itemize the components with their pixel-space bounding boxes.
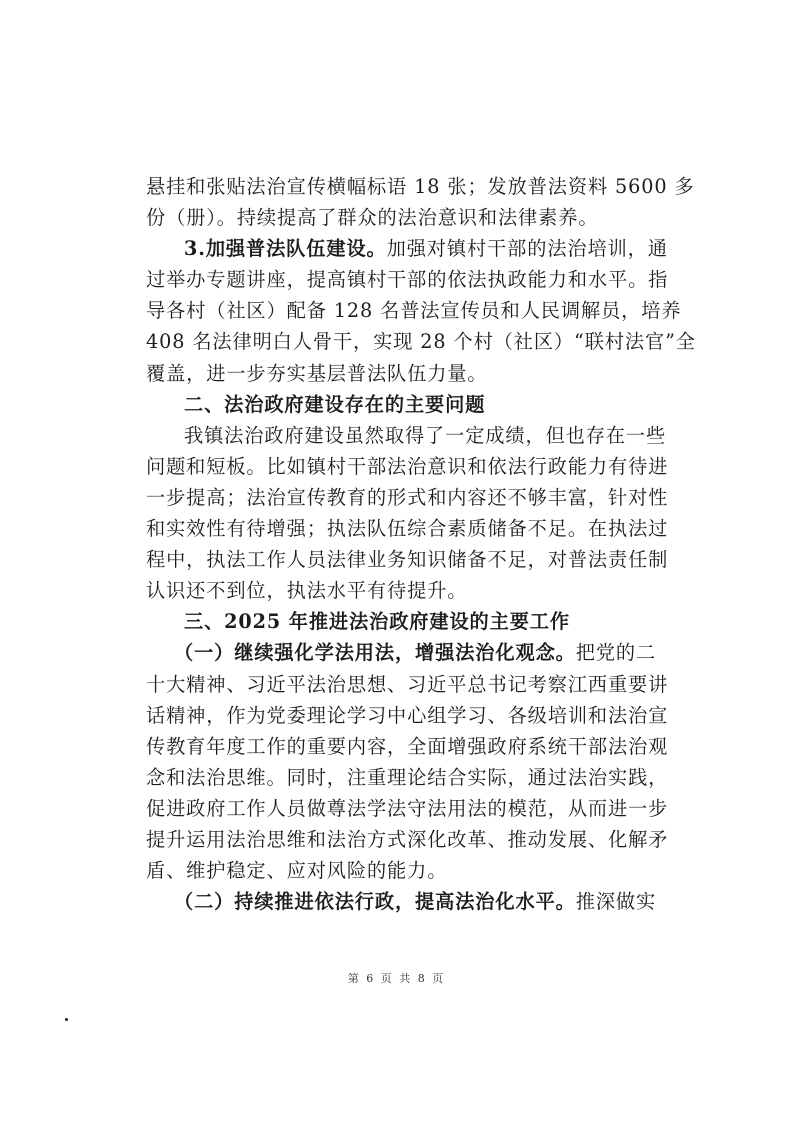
text-line xyxy=(146,669,669,700)
line-text: 把党的二 xyxy=(575,641,657,665)
text-line xyxy=(146,762,669,793)
text-line xyxy=(146,482,669,513)
line-text: 和实效性有待增强；执法队伍综合素质储备不足。在执法过 xyxy=(146,517,669,541)
line-text: 导各村（社区）配备 128 名普法宣传员和人民调解员，培养 xyxy=(146,299,682,323)
page-number-footer: 第 6 页 共 8 页 xyxy=(347,972,446,985)
line-text: 覆盖，进一步夯实基层普法队伍力量。 xyxy=(146,361,488,385)
text-line xyxy=(146,389,666,420)
text-line xyxy=(146,295,682,326)
text-line xyxy=(146,731,669,762)
text-line xyxy=(146,824,669,855)
text-line xyxy=(146,700,669,731)
line-text: 一步提高；法治宣传教育的形式和内容还不够丰富，针对性 xyxy=(146,485,669,509)
line-text: 408 名法律明白人骨干，实现 28 个村（社区）“联村法官”全 xyxy=(146,330,696,354)
text-line xyxy=(146,886,666,917)
body-text xyxy=(146,171,696,917)
line-text: 加强对镇村干部的法治培训，通 xyxy=(386,237,668,261)
line-text: 过举办专题讲座，提高镇村干部的依法执政能力和水平。指 xyxy=(146,268,669,292)
line-text: 悬挂和张贴法治宣传横幅标语 18 张；发放普法资料 5600 多 xyxy=(146,175,695,198)
line-text: 份（册）。持续提高了群众的法治意识和法律素养。 xyxy=(146,206,599,230)
line-text: 念和法治思维。同时，注重理论结合实际，通过法治实践， xyxy=(146,765,669,789)
text-line xyxy=(146,420,666,451)
text-line xyxy=(146,544,669,575)
text-line xyxy=(146,233,666,264)
scan-speck xyxy=(65,1018,68,1021)
text-line xyxy=(146,202,666,233)
line-text: 推深做实 xyxy=(575,890,657,914)
bold-heading: （二）持续推进依法行政，提高法治化水平。 xyxy=(174,890,576,914)
text-line xyxy=(146,855,666,886)
text-line xyxy=(146,606,666,637)
text-line xyxy=(146,358,666,389)
bold-heading: 3.加强普法队伍建设。 xyxy=(184,237,387,261)
text-line xyxy=(146,637,666,668)
bold-heading: 二、法治政府建设存在的主要问题 xyxy=(184,392,486,416)
line-text: 十大精神、习近平法治思想、习近平总书记考察江西重要讲 xyxy=(146,672,669,696)
text-line xyxy=(146,793,669,824)
text-line xyxy=(146,451,669,482)
line-text: 我镇法治政府建设虽然取得了一定成绩，但也存在一些 xyxy=(184,423,667,447)
line-text: 提升运用法治思维和法治方式深化改革、推动发展、化解矛 xyxy=(146,827,669,851)
line-text: 传教育年度工作的重要内容，全面增强政府系统干部法治观 xyxy=(146,734,669,758)
line-text: 问题和短板。比如镇村干部法治意识和依法行政能力有待进 xyxy=(146,454,669,478)
bold-heading: （一）继续强化学法用法，增强法治化观念。 xyxy=(174,641,576,665)
line-text: 话精神，作为党委理论学习中心组学习、各级培训和法治宣 xyxy=(146,703,669,727)
line-text: 盾、维护稳定、应对风险的能力。 xyxy=(146,859,448,883)
line-text: 认识还不到位，执法水平有待提升。 xyxy=(146,579,468,603)
text-line xyxy=(146,171,695,202)
text-line xyxy=(146,326,696,357)
text-line xyxy=(146,575,666,606)
line-text: 程中，执法工作人员法律业务知识储备不足，对普法责任制 xyxy=(146,548,669,572)
text-line xyxy=(146,513,669,544)
bold-heading: 三、2025 年推进法治政府建设的主要工作 xyxy=(184,610,570,634)
text-line xyxy=(146,264,669,295)
line-text: 促进政府工作人员做尊法学法守法用法的模范，从而进一步 xyxy=(146,796,669,820)
